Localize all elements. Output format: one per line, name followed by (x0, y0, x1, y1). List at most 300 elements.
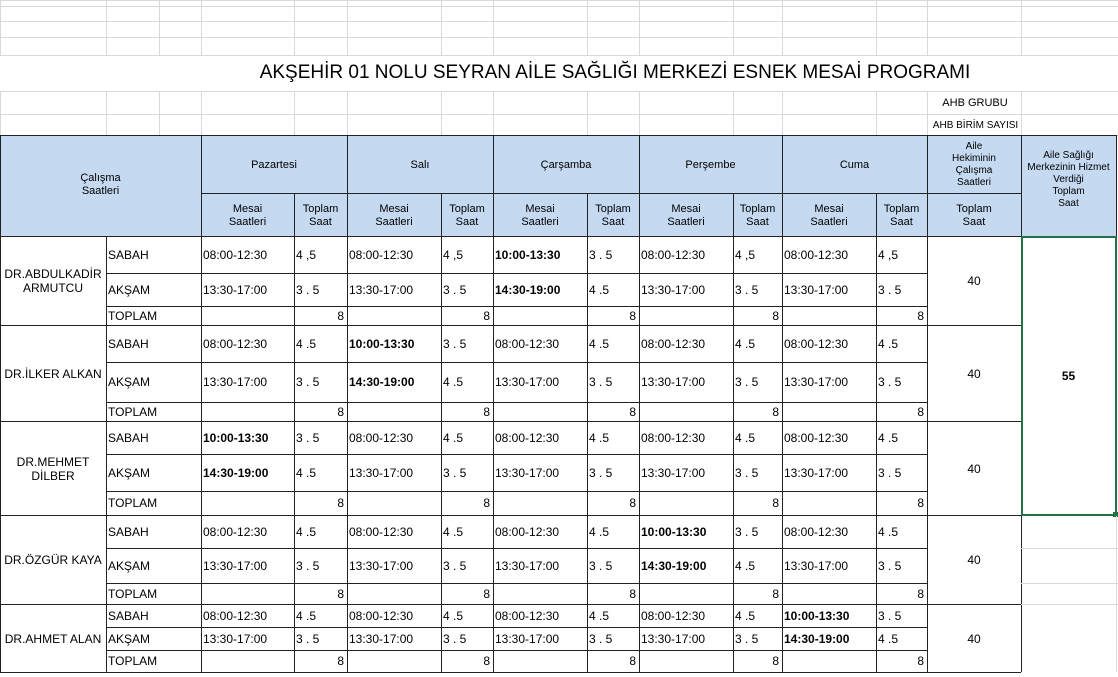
asm-toplam-saat-line: 55 (1061, 369, 1076, 383)
aksam-saat (296, 273, 347, 306)
aksam-mesai-line: 13:30-17:00 (349, 631, 414, 646)
aksam-saat (589, 454, 639, 491)
aksam-mesai-line: 13:30-17:00 (641, 375, 706, 389)
ahb-birim-sayisi-label-line: AHB BİRİM SAYISI (932, 120, 1019, 131)
header-mesai-saatleri (639, 196, 733, 236)
header-mesai-saatleri-line: Mesai (671, 203, 701, 215)
aksam-mesai-line: 13:30-17:00 (495, 558, 560, 573)
border-line (0, 325, 1, 421)
gridline-col (587, 0, 588, 55)
day-toplam (639, 583, 779, 604)
border-line (106, 362, 927, 363)
label-sabah-line: SABAH (108, 337, 149, 351)
aksam-mesai (495, 362, 587, 402)
label-toplam-line: TOPLAM (108, 586, 158, 601)
aksam-mesai (641, 273, 733, 306)
sabah-mesai (349, 422, 441, 454)
doctor-name-line: ARMUTCU (23, 281, 83, 295)
border-line (0, 604, 1, 672)
border-line (1021, 135, 1022, 236)
aksam-mesai (641, 627, 733, 650)
border-line (201, 604, 202, 672)
aksam-saat-line: 3 . 5 (443, 465, 467, 480)
border-line (587, 604, 588, 672)
doctor-name-line: DR.ABDULKADİR (4, 267, 102, 281)
border-line (294, 236, 295, 325)
border-line (106, 583, 927, 584)
day-toplam (347, 402, 490, 421)
header-toplam-saat (441, 196, 493, 236)
aksam-mesai-line: 14:30-19:00 (641, 558, 707, 573)
sabah-mesai (349, 516, 441, 548)
gridline-col (294, 0, 295, 55)
border-line (927, 325, 928, 421)
aksam-saat-line: 3 . 5 (735, 375, 759, 389)
gridline-col (639, 91, 640, 135)
aksam-mesai-line: 13:30-17:00 (203, 282, 268, 297)
sabah-saat (589, 605, 639, 627)
sabah-mesai (495, 422, 587, 454)
label-toplam (108, 583, 200, 604)
day-toplam-line: 8 (629, 654, 636, 668)
aile-hekimi-toplam (927, 422, 1021, 515)
sabah-mesai-line: 08:00-12:30 (349, 248, 414, 262)
border-line (0, 135, 1, 236)
sabah-mesai (784, 516, 876, 548)
aksam-saat (443, 454, 493, 491)
border-line (201, 515, 202, 604)
aksam-mesai (641, 548, 733, 583)
header-aile-hekimi-toplam-line: Saat (962, 216, 986, 228)
sabah-saat-line: 4 .5 (589, 337, 610, 351)
aksam-saat-line: 4 .5 (589, 282, 610, 297)
label-aksam (108, 454, 200, 491)
gridline-col (201, 0, 202, 55)
aksam-mesai (641, 454, 733, 491)
border-line (294, 325, 295, 421)
sabah-saat-line: 4 ,5 (735, 248, 756, 262)
label-toplam (108, 402, 200, 421)
selected-cell[interactable] (1021, 236, 1117, 516)
aile-hekimi-toplam-line: 40 (967, 631, 981, 646)
header-mesai-saatleri-line: Mesai (379, 203, 409, 215)
aksam-mesai (349, 627, 441, 650)
header-calisma-saatleri-line: Saatleri (81, 185, 120, 197)
sabah-mesai-line: 10:00-13:30 (349, 337, 415, 351)
aksam-saat (878, 627, 927, 650)
sabah-saat (735, 605, 782, 627)
border-line (106, 491, 927, 492)
aksam-saat-line: 3 . 5 (878, 282, 902, 297)
day-toplam (639, 491, 779, 515)
day-toplam-line: 8 (629, 586, 636, 601)
aksam-mesai (203, 273, 294, 306)
border-line (201, 421, 202, 515)
sabah-mesai (349, 605, 441, 627)
label-aksam-line: AKŞAM (108, 558, 151, 573)
day-toplam-line: 8 (772, 654, 779, 668)
border-line (106, 454, 927, 455)
gridline-col (493, 0, 494, 55)
doctor-name (0, 326, 106, 421)
doctor-name-line: DR.İLKER ALKAN (4, 366, 102, 381)
header-asm-toplam-line: Aile Sağlığı (1043, 150, 1094, 161)
border-line (639, 515, 640, 604)
header-day-1-line: Salı (410, 158, 430, 171)
gridline-row (0, 55, 1118, 56)
sabah-mesai (495, 237, 587, 273)
aksam-mesai-line: 13:30-17:00 (641, 465, 706, 480)
header-aile-hekimi-toplam-line: Toplam (956, 203, 992, 215)
header-toplam-saat-line: Toplam (302, 203, 339, 215)
border-line (782, 421, 783, 515)
gridline-col (587, 91, 588, 135)
aile-hekimi-toplam (927, 326, 1021, 421)
aksam-saat-line: 3 . 5 (589, 558, 613, 573)
gridline-col (782, 91, 783, 135)
label-aksam-line: AKŞAM (108, 631, 151, 646)
header-aile-hekimi-line: Aile (965, 141, 983, 152)
sabah-mesai-line: 08:00-12:30 (349, 431, 414, 445)
aile-hekimi-toplam (927, 516, 1021, 604)
aksam-saat-line: 4 .5 (878, 631, 899, 646)
sabah-saat-line: 3 . 5 (735, 525, 759, 539)
border-line (587, 421, 588, 515)
label-toplam (108, 306, 200, 325)
aksam-mesai (203, 548, 294, 583)
aksam-saat (296, 454, 347, 491)
header-toplam-saat-line: Toplam (883, 203, 920, 215)
aksam-saat-line: 3 . 5 (296, 558, 320, 573)
gridline-row (0, 21, 1118, 22)
day-toplam-line: 8 (483, 496, 490, 510)
header-mesai-saatleri-line: Saatleri (228, 216, 267, 228)
aksam-saat-line: 3 . 5 (443, 282, 467, 297)
sabah-saat (296, 605, 347, 627)
aksam-saat-line: 3 . 5 (735, 465, 759, 480)
border-line (493, 325, 494, 421)
header-day-0-line: Pazartesi (251, 158, 297, 171)
header-day-3 (639, 140, 782, 190)
border-line (106, 421, 107, 515)
day-toplam (201, 491, 344, 515)
sabah-saat-line: 4 .5 (589, 431, 610, 445)
header-aile-hekimi-line: Çalışma (955, 165, 993, 176)
gridline-col (0, 91, 1, 135)
header-mesai-saatleri-line: Saatleri (375, 216, 413, 228)
aksam-mesai (495, 454, 587, 491)
label-aksam-line: AKŞAM (108, 375, 151, 389)
header-toplam-saat-line: Saat (890, 216, 913, 228)
header-day-2 (493, 140, 639, 190)
border-line (733, 193, 734, 236)
border-line (1021, 604, 1022, 672)
gridline-col (106, 91, 107, 135)
aksam-saat-line: 3 . 5 (296, 375, 320, 389)
aile-hekimi-toplam-line: 40 (967, 366, 981, 381)
border-line (639, 604, 640, 672)
sabah-mesai-line: 08:00-12:30 (349, 609, 414, 623)
aksam-mesai-line: 13:30-17:00 (641, 631, 706, 646)
sabah-mesai (641, 237, 733, 273)
header-day-1 (347, 140, 493, 190)
label-aksam-line: AKŞAM (108, 465, 151, 480)
sabah-saat-line: 4 .5 (878, 525, 899, 539)
aksam-saat (878, 273, 927, 306)
border-line (201, 325, 202, 421)
header-toplam-saat-line: Toplam (739, 203, 776, 215)
gridline-row (1021, 548, 1118, 549)
sabah-mesai (203, 605, 294, 627)
border-line (0, 515, 1, 604)
sabah-saat (296, 237, 347, 273)
sabah-saat (878, 326, 927, 362)
sabah-saat (443, 605, 493, 627)
gridline-col (1021, 0, 1022, 55)
border-line (733, 236, 734, 325)
sabah-mesai (641, 516, 733, 548)
aksam-saat-line: 3 . 5 (878, 375, 902, 389)
sabah-mesai (203, 516, 294, 548)
day-toplam (782, 402, 924, 421)
aksam-saat (589, 362, 639, 402)
day-toplam (782, 306, 924, 325)
day-toplam-line: 8 (337, 654, 344, 668)
aksam-mesai (349, 454, 441, 491)
sabah-saat-line: 4 .5 (735, 431, 756, 445)
aksam-mesai (495, 273, 587, 306)
aksam-mesai-line: 14:30-19:00 (495, 282, 561, 297)
sabah-mesai (641, 605, 733, 627)
gridline-row (1021, 0, 1118, 1)
label-toplam-line: TOPLAM (108, 404, 158, 419)
aksam-mesai (203, 627, 294, 650)
header-toplam-saat (876, 196, 927, 236)
sabah-saat (878, 422, 927, 454)
border-line (106, 604, 107, 672)
border-line (0, 421, 1, 515)
border-line (782, 135, 783, 236)
label-toplam-line: TOPLAM (108, 496, 158, 510)
border-line (441, 515, 442, 604)
border-line (106, 273, 927, 274)
sabah-saat (443, 326, 493, 362)
border-line (927, 135, 928, 236)
aksam-mesai-line: 13:30-17:00 (495, 631, 560, 646)
sabah-saat-line: 4 ,5 (296, 248, 317, 262)
aksam-saat-line: 3 . 5 (735, 282, 759, 297)
label-sabah (108, 516, 200, 548)
sabah-mesai-line: 08:00-12:30 (641, 248, 706, 262)
sabah-mesai-line: 08:00-12:30 (495, 337, 560, 351)
border-line (733, 325, 734, 421)
header-toplam-saat-line: Toplam (595, 203, 631, 215)
gridline-row (1021, 604, 1118, 605)
sabah-saat-line: 4 .5 (589, 525, 610, 539)
aksam-saat-line: 3 . 5 (589, 631, 613, 646)
header-aile-hekimi-line: Hekiminin (952, 153, 996, 164)
aile-hekimi-toplam (927, 605, 1021, 672)
border-line (294, 421, 295, 515)
header-mesai-saatleri (201, 196, 294, 236)
aksam-mesai-line: 13:30-17:00 (349, 558, 414, 573)
gridline-col (639, 0, 640, 55)
header-day-3-line: Perşembe (685, 158, 736, 171)
gridline-col (782, 0, 783, 55)
header-asm-toplam-line: Toplam (1052, 186, 1085, 197)
day-toplam (347, 491, 490, 515)
aksam-saat-line: 3 . 5 (735, 631, 759, 646)
label-toplam-line: TOPLAM (108, 308, 158, 323)
sabah-mesai-line: 08:00-12:30 (495, 609, 560, 623)
header-mesai-saatleri-line: Saatleri (667, 216, 705, 228)
aksam-saat (443, 273, 493, 306)
ahb-grubu-label (930, 94, 1020, 112)
day-toplam-line: 8 (917, 308, 924, 323)
aksam-mesai-line: 13:30-17:00 (784, 375, 849, 389)
border-line (493, 604, 494, 672)
label-aksam (108, 548, 200, 583)
sabah-saat-line: 3 . 5 (296, 431, 320, 445)
label-toplam (108, 491, 200, 515)
border-line (441, 325, 442, 421)
aksam-saat (296, 362, 347, 402)
sabah-mesai (784, 422, 876, 454)
border-line (927, 604, 928, 672)
doctor-name-line: DİLBER (31, 468, 75, 483)
border-line (587, 325, 588, 421)
aksam-saat (589, 627, 639, 650)
sabah-saat (443, 516, 493, 548)
aksam-mesai (784, 627, 876, 650)
border-line (201, 236, 202, 325)
doctor-name (0, 422, 106, 515)
aksam-saat (296, 548, 347, 583)
header-asm-toplam-line: Verdiği (1053, 174, 1084, 185)
day-toplam (493, 402, 636, 421)
sabah-mesai-line: 08:00-12:30 (784, 337, 849, 351)
header-day-2-line: Çarşamba (540, 158, 592, 171)
sabah-mesai-line: 08:00-12:30 (203, 248, 268, 262)
aksam-mesai-line: 14:30-19:00 (349, 375, 415, 389)
aksam-saat-line: 4 .5 (735, 558, 756, 573)
sabah-mesai (641, 422, 733, 454)
aksam-mesai (349, 548, 441, 583)
doctor-name-line: DR.ÖZGÜR KAYA (4, 553, 102, 567)
day-toplam (347, 650, 490, 672)
gridline-col (347, 91, 348, 135)
gridline-row (0, 37, 1118, 38)
label-sabah-line: SABAH (108, 431, 149, 445)
sabah-saat (589, 326, 639, 362)
sabah-saat-line: 3 . 5 (443, 337, 467, 351)
page-title-line: AKŞEHİR 01 NOLU SEYRAN AİLE SAĞLIĞI MERKEZİ ESNEK MESAİ PROGRAMI (259, 62, 971, 83)
aksam-mesai-line: 13:30-17:00 (203, 631, 268, 646)
sabah-saat-line: 4 .5 (878, 431, 899, 445)
sabah-saat (589, 516, 639, 548)
label-sabah (108, 237, 200, 273)
header-toplam-saat-line: Toplam (449, 203, 485, 215)
gridline-col (876, 91, 877, 135)
sabah-mesai-line: 08:00-12:30 (495, 431, 560, 445)
aksam-mesai-line: 13:30-17:00 (349, 282, 414, 297)
aksam-saat-line: 3 . 5 (443, 631, 467, 646)
day-toplam-line: 8 (629, 308, 636, 323)
header-day-4 (782, 140, 927, 190)
label-aksam (108, 627, 200, 650)
gridline-col (106, 0, 107, 55)
aksam-saat-line: 3 . 5 (296, 282, 320, 297)
day-toplam-line: 8 (629, 404, 636, 419)
aksam-mesai-line: 13:30-17:00 (203, 558, 268, 573)
aksam-saat-line: 3 . 5 (878, 465, 902, 480)
aksam-mesai (784, 362, 876, 402)
gridline-col (1116, 516, 1117, 672)
border-line (493, 421, 494, 515)
aile-hekimi-toplam (927, 237, 1021, 325)
sabah-saat-line: 4 .5 (443, 609, 464, 623)
gridline-col (201, 91, 202, 135)
day-toplam-line: 8 (917, 404, 924, 419)
sabah-mesai-line: 08:00-12:30 (641, 431, 706, 445)
day-toplam (201, 306, 344, 325)
sabah-saat (589, 422, 639, 454)
gridline-row (0, 91, 1118, 92)
sabah-saat (735, 326, 782, 362)
border-line (106, 325, 107, 421)
header-asm-toplam (1021, 140, 1116, 220)
sabah-saat (878, 605, 927, 627)
aksam-mesai-line: 13:30-17:00 (495, 375, 560, 389)
day-toplam (493, 650, 636, 672)
day-toplam (639, 402, 779, 421)
sabah-mesai (784, 237, 876, 273)
border-line (733, 604, 734, 672)
sabah-mesai-line: 08:00-12:30 (349, 525, 414, 539)
sabah-mesai-line: 08:00-12:30 (641, 609, 706, 623)
gridline-col (159, 0, 160, 55)
header-toplam-saat-line: Saat (455, 216, 479, 228)
sabah-mesai-line: 08:00-12:30 (784, 525, 849, 539)
aksam-saat (589, 273, 639, 306)
aksam-mesai-line: 13:30-17:00 (784, 282, 849, 297)
header-asm-toplam-line: Saat (1058, 198, 1079, 209)
sabah-mesai-line: 08:00-12:30 (203, 609, 268, 623)
sabah-saat-line: 4 ,5 (443, 248, 464, 262)
border-line (347, 515, 348, 604)
aksam-saat (878, 548, 927, 583)
gridline-col (876, 0, 877, 55)
aksam-saat-line: 3 . 5 (443, 558, 467, 573)
sabah-mesai-line: 08:00-12:30 (784, 248, 849, 262)
gridline-col (733, 91, 734, 135)
sabah-saat-line: 4 .5 (443, 431, 464, 445)
aksam-saat (443, 362, 493, 402)
border-line (876, 193, 877, 236)
gridline-col (294, 91, 295, 135)
label-sabah-line: SABAH (108, 248, 149, 262)
border-line (0, 236, 1, 325)
sabah-mesai (349, 237, 441, 273)
border-line (876, 604, 877, 672)
border-line (927, 421, 928, 515)
day-toplam-line: 8 (772, 586, 779, 601)
aksam-mesai-line: 14:30-19:00 (784, 631, 850, 646)
border-line (441, 421, 442, 515)
aksam-saat (443, 548, 493, 583)
sabah-saat (443, 237, 493, 273)
sabah-saat (735, 516, 782, 548)
